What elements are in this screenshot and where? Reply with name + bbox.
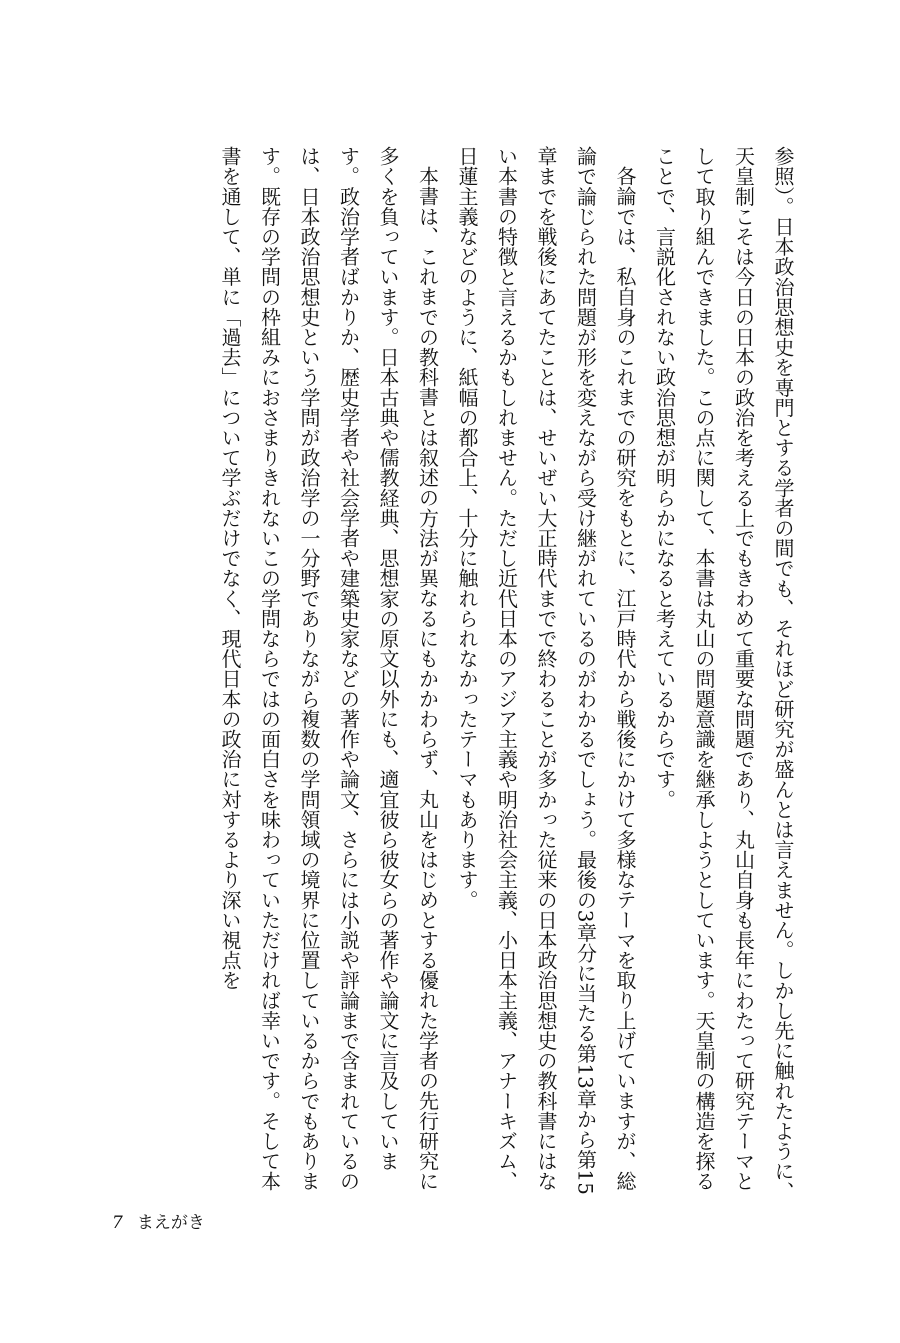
section-title: まえがき [136, 1213, 205, 1233]
page-footer [112, 1208, 205, 1233]
body-text [210, 146, 803, 1206]
paragraph-1: 参照）。日本政治思想史を専門とする学者の間でも、それほど研究が盛んとは言えません。しかし先に触れたように、天皇制こそは今日の日本の政治を考える上でもきわめて重要な問題であり、丸山自身も長年にわたって研究テーマとして取り組んできました。この点に関して、本書は丸山の問題意識を継承しようとしています。天皇制の構造を探ることで、言説化されない政治思想が明らかになると考えているからです。 [652, 146, 795, 1202]
paragraph-3: 本書は、これまでの教科書とは叙述の方法が異なるにもかかわらず、丸山をはじめとする優れた学者の先行研究に多くを負っています。日本古典や儒教経典、思想家の原文以外にも、適宜彼ら彼女らの著作や論文に言及しています。政治学者ばかりか、歴史学者や社会学者や建築史家などの著作や論文、さらには小説や評論まで含まれているのは、日本政治思想史という学問が政治学の一分野でありながら複数の学問領域の境界に位置しているからでもあります。既存の学問の枠組みにおさまりきれないこの学問ならではの面白さを味わっていただければ幸いです。そして本書を通して、単に「過去」について学ぶだけでなく、現代日本の政治に対するより深い視点を [218, 146, 440, 1192]
paragraph-2: 各論では、私自身のこれまでの研究をもとに、江戸時代から戦後にかけて多様なテーマを取り上げていますが、総論で論じられた問題が形を変えながら受け継がれているのがわかるでしょう。最後の3章分に当たる第13章から第15章までを戦後にあてたことは、せいぜい大正時代までで終わることが多かった従来の日本政治思想史の教科書にはない本書の特徴と言えるかもしれません。ただし近代日本のアジア主義や明治社会主義、小日本主義、アナーキズム、日蓮主義などのように、紙幅の都合上、十分に触れられなかったテーマもあります。 [455, 146, 637, 1196]
page-number: 7 [112, 1213, 123, 1233]
